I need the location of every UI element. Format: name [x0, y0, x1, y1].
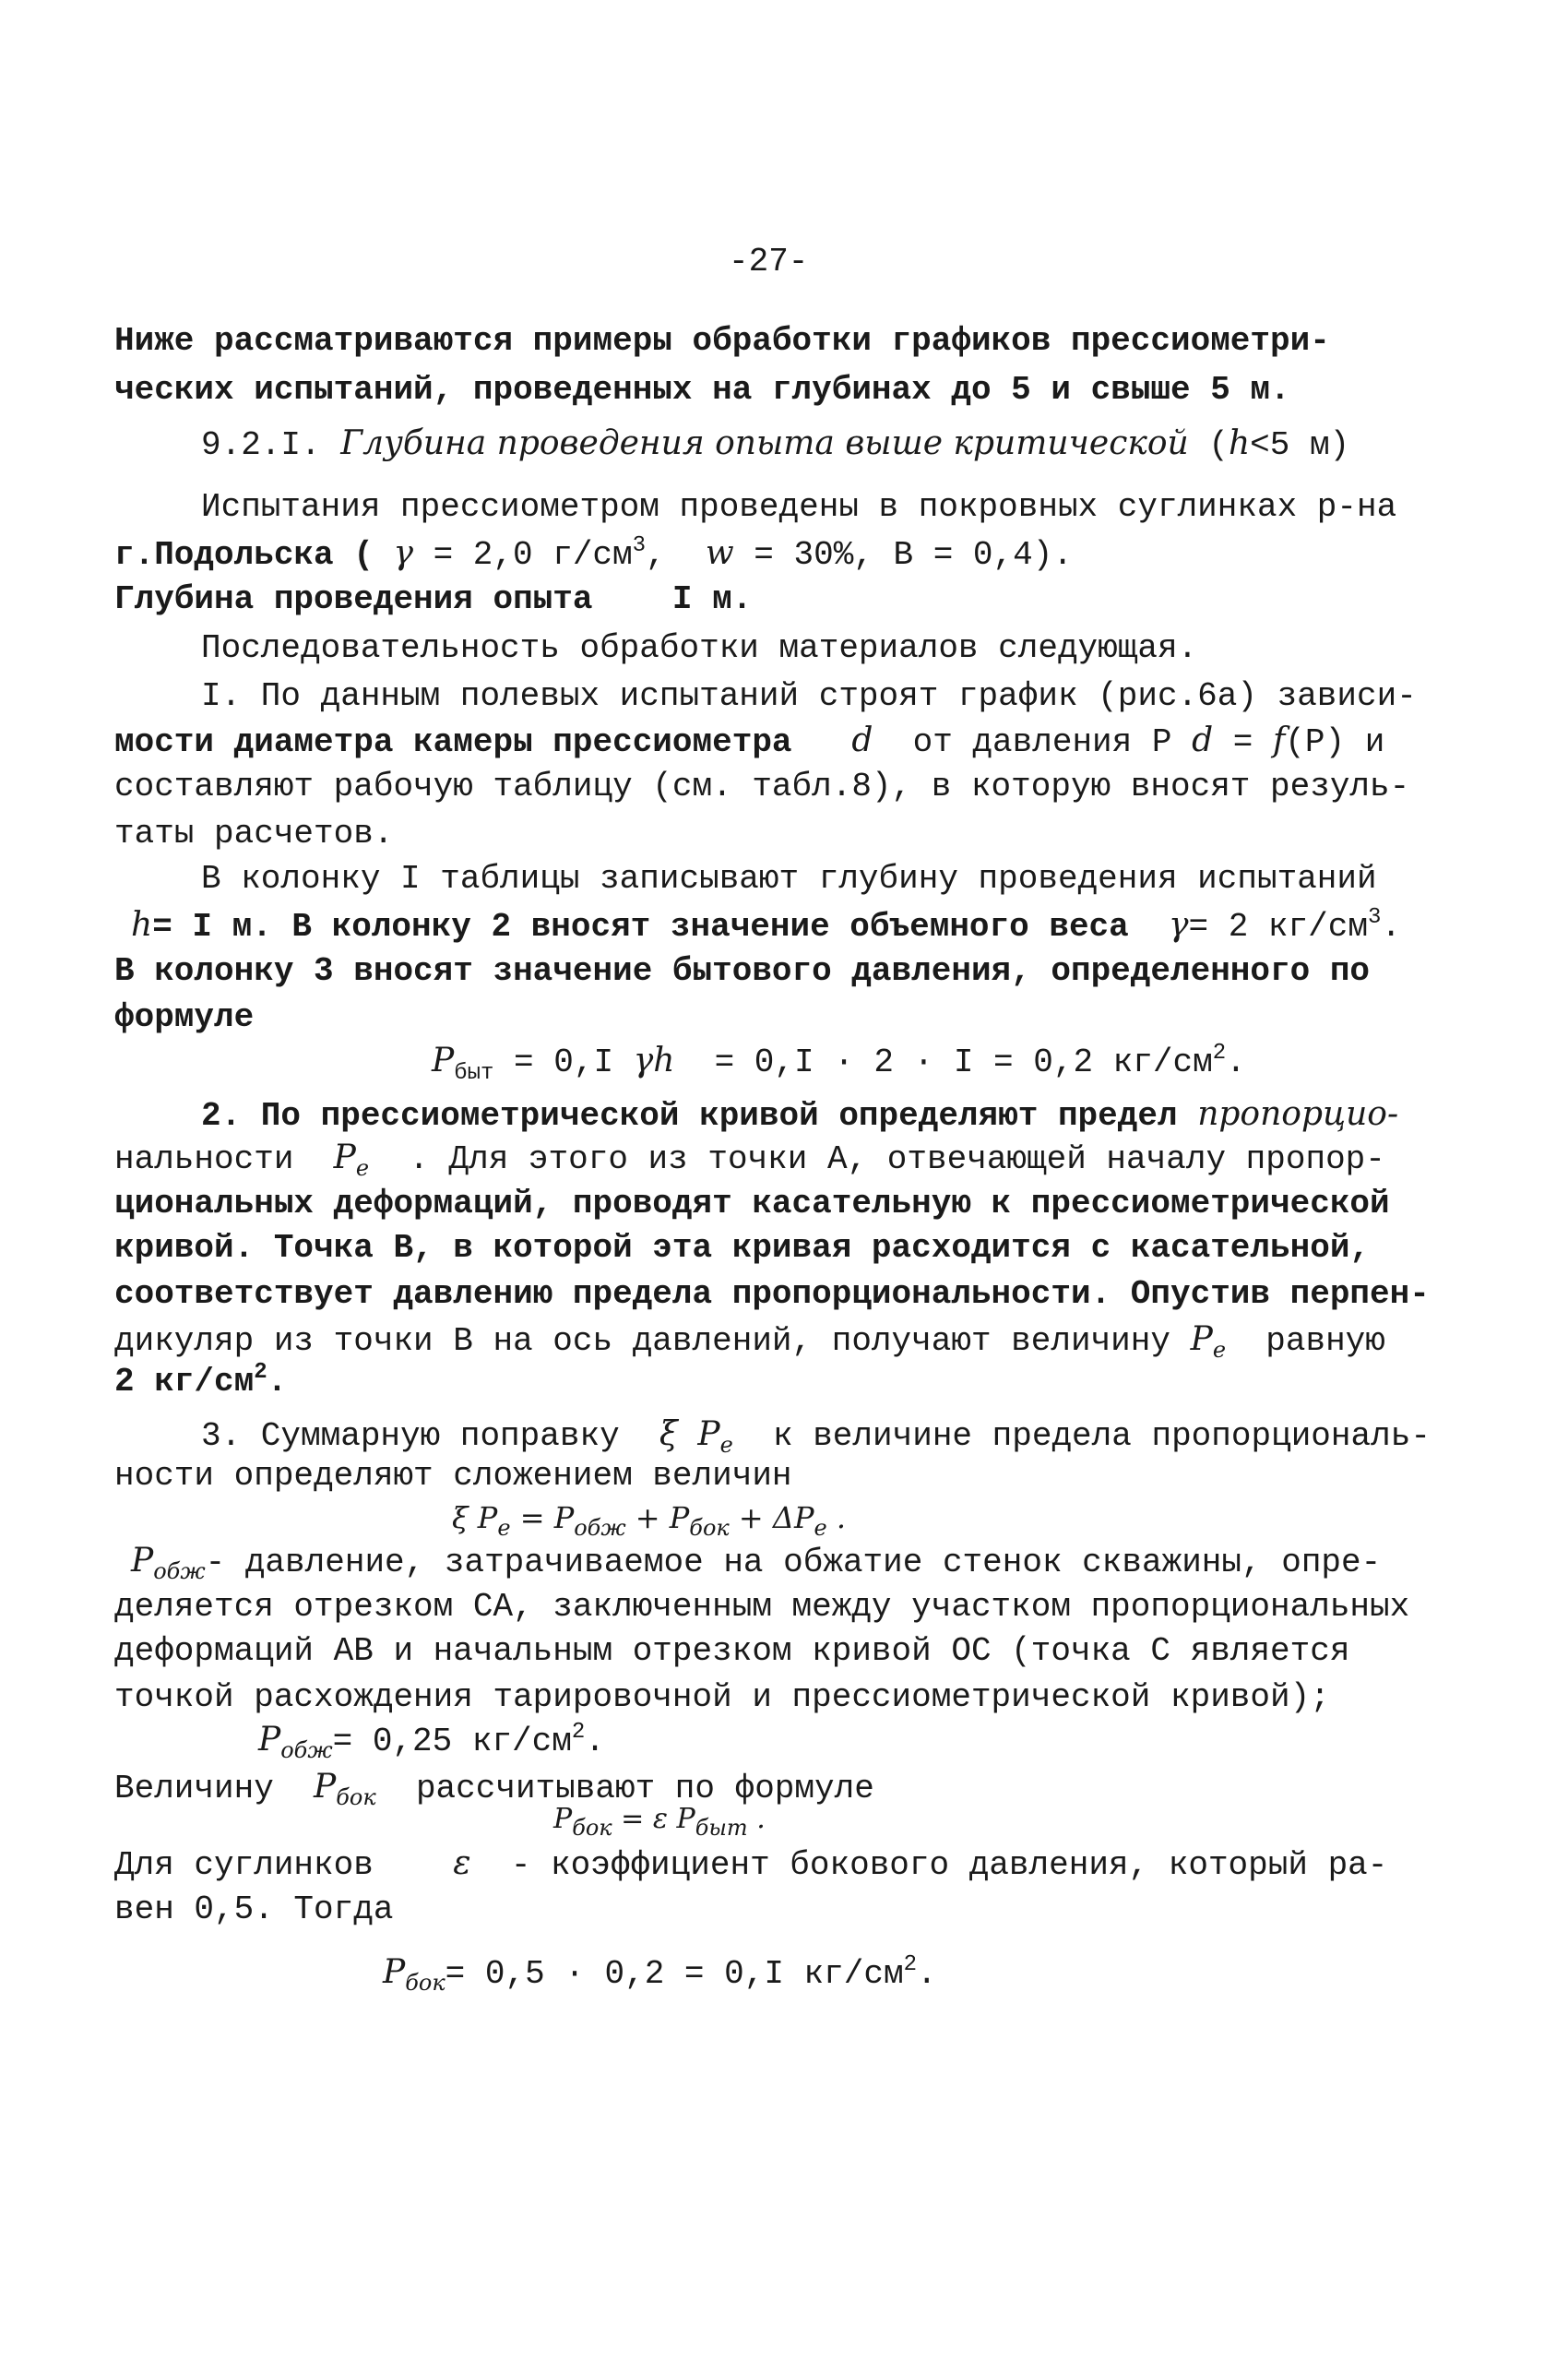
s2-line-1: 2. По прессиометрической кривой определяют предел пропорцио-	[201, 1095, 1399, 1135]
s2-line-7: 2 $кг/см^2$.	[114, 1360, 288, 1401]
intro-line-2: ческих испытаний, проведенных на глубинах до 5 и свыше 5 м.	[114, 371, 1290, 409]
s3-line-4: деляется отрезком СА, заключенным между участком пропорциональных	[114, 1588, 1410, 1626]
s1-line-1: I. По данным полевых испытаний строят график (рис.6а) зависи-	[201, 677, 1417, 715]
s1-line-8: формуле	[114, 998, 255, 1036]
s1-line-2: мости диаметра камеры прессиометра d от давления P d = f(P) и	[114, 721, 1385, 761]
s3-line-3: $P_{обж}-$ давление, затрачиваемое на обжатие стенок скважины, опре-	[131, 1542, 1382, 1584]
s2-line-3: циональных деформаций, проводят касательную к прессиометрической	[114, 1185, 1390, 1222]
section-title: Глубина проведения опыта выше критической	[340, 424, 1189, 462]
s3-line-6: точкой расхождения тарировочной и прессиометрической кривой);	[114, 1678, 1330, 1716]
formula-p-byt: $P_{быт} = 0,I$ γh = 0,I · 2 · I = 0,2 $кг/см^2$.	[432, 1041, 1246, 1086]
s2-line-4: кривой. Точка В, в которой эта кривая расходится с касательной,	[114, 1229, 1371, 1267]
s2-line-2: нальности $P_e$ . Для этого из точки А, отвечающей началу пропор-	[114, 1139, 1385, 1181]
s1-line-3: составляют рабочую таблицу (см. табл.8), в которую вносят резуль-	[114, 768, 1410, 805]
section-number: 9.2.I.	[201, 426, 321, 464]
s1-line-5: В колонку I таблицы записывают глубину проведения испытаний	[201, 860, 1377, 898]
s2-line-6: дикуляр из точки В на ось давлений, получают величину $P_e$ равную	[114, 1320, 1385, 1363]
section-heading: 9.2.I. Глубина проведения опыта выше критической (h<5 м)	[201, 424, 1350, 464]
s3-line-10: Для суглинков ε - коэффициент бокового давления, который ра-	[114, 1844, 1388, 1884]
formula-p-bok-value: $P_{бок}= 0,5 \cdot 0,2 = 0,I$ $кг/см^2$.	[383, 1952, 937, 1996]
s1-line-4: таты расчетов.	[114, 815, 394, 853]
s3-line-8: Величину $P_{бок}$ рассчитывают по формуле	[114, 1768, 874, 1810]
s3-line-2: ности определяют сложением величин	[114, 1457, 792, 1495]
s3-line-11: вен 0,5. Тогда	[114, 1890, 394, 1928]
s1-line-7: В колонку 3 вносят значение бытового давления, определенного по	[114, 952, 1371, 990]
s2-line-5: соответствует давлению предела пропорциональности. Опустив перпен-	[114, 1275, 1430, 1313]
p1-line-4: Последовательность обработки материалов следующая.	[201, 629, 1198, 667]
page-number: -27-	[729, 243, 809, 280]
s3-line-5: деформаций АВ и начальным отрезком кривой ОС (точка С является	[114, 1632, 1350, 1670]
p1-line-2: г.Подольска ( γ = 2,0 $г/см^3$, w = 30%, В = 0,4).	[114, 533, 1073, 574]
p1-line-1: Испытания прессиометром проведены в покровных суглинках р-на	[201, 488, 1397, 526]
formula-p-bok: $P_{бок} = \varepsilon$ $P_{быт}$ .	[553, 1803, 766, 1841]
s1-line-6: h= I м. В колонку 2 вносят значение объемного веса γ= 2 $кг/см^3$.	[131, 905, 1401, 946]
s3-line-7: $P_{обж}= 0,25$ $кг/см^2$.	[258, 1720, 605, 1763]
s3-line-1: 3. Суммарную поправку ξ $P_e$ к величине предела пропорциональ-	[201, 1415, 1431, 1458]
intro-line-1: Ниже рассматриваются примеры обработки графиков прессиометри-	[114, 322, 1330, 360]
formula-sum-correction: ξ $P_e = P_{обж} + P_{бок} + \Delta P_e$ .	[452, 1500, 847, 1541]
p1-line-3: Глубина проведения опыта I м.	[114, 580, 753, 618]
